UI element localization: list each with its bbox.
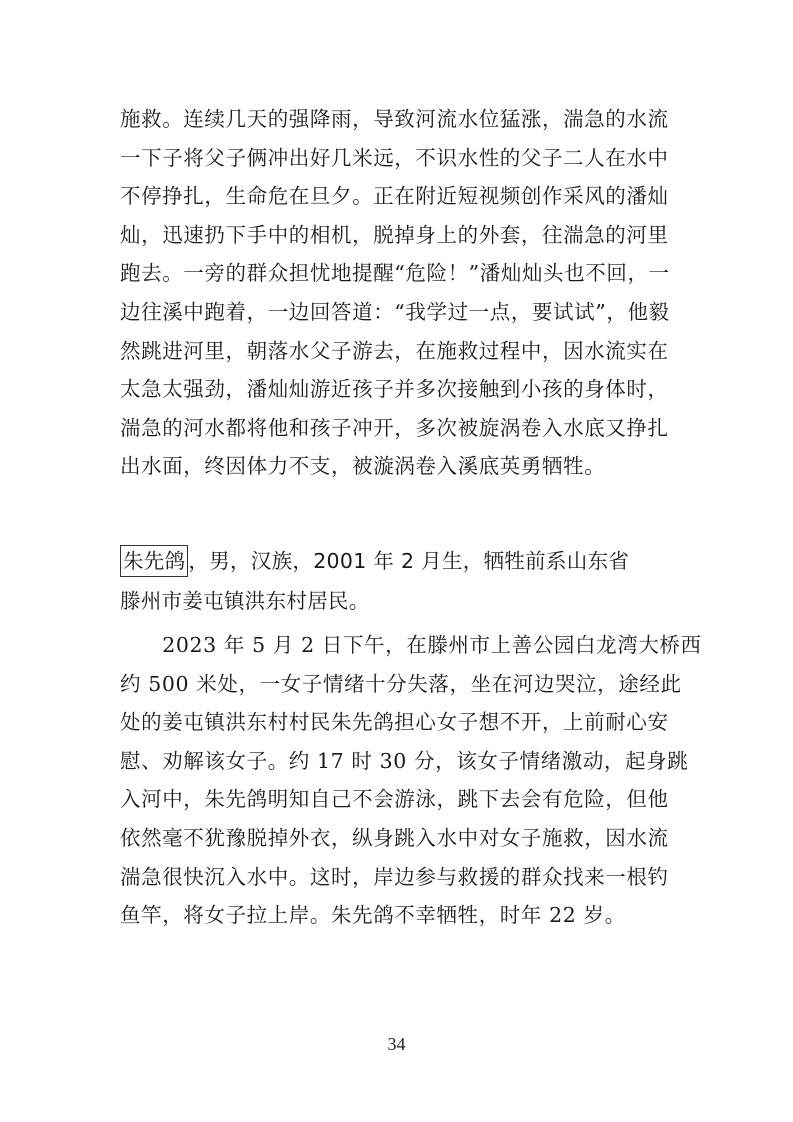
- text-line: 湍急很快沉入水中。这时，岸边参与救援的群众找来一根钓: [120, 864, 669, 889]
- text-line: 施救。连续几天的强降雨，导致河流水位猛涨，湍急的水流: [120, 107, 669, 131]
- person-heading: [120, 541, 690, 621]
- text-line: 太急太强劲，潘灿灿游近孩子并多次接触到小孩的身体时，: [120, 377, 669, 402]
- person-name: 朱先鸽: [120, 545, 188, 577]
- text-line: 依然毫不犹豫脱掉外衣，纵身跳入水中对女子施救，因水流: [120, 825, 669, 850]
- text-line: 出水面，终因体力不支，被漩涡卷入溪底英勇牺牲。: [120, 454, 606, 479]
- text-line: 处的姜屯镇洪东村村民朱先鸽担心女子想不开，上前耐心安: [120, 710, 669, 735]
- text-line: 约 500 米处，一女子情绪十分失落，坐在河边哭泣，途经此: [120, 671, 682, 696]
- heading-details: ，男，汉族，2001 年 2 月生，牺牲前系山东省: [188, 549, 630, 573]
- heading-line: 滕州市姜屯镇洪东村居民。: [120, 589, 370, 613]
- text-line: 湍急的河水都将他和孩子冲开，多次被旋涡卷入水底又挣扎: [120, 415, 669, 440]
- text-line: 一下子将父子俩冲出好几米远，不识水性的父子二人在水中: [120, 145, 669, 170]
- text-line: 边往溪中跑着，一边回答道：“我学过一点，要试试”，他毅: [120, 299, 670, 324]
- text-line: 跑去。一旁的群众担忧地提醒“危险！”潘灿灿头也不回，一: [120, 261, 670, 286]
- text-line: 2023 年 5 月 2 日下午，在滕州市上善公园白龙湾大桥西: [120, 633, 702, 657]
- paragraph-continuation: [120, 100, 680, 486]
- text-line: 然跳进河里，朝落水父子游去，在施救过程中，因水流实在: [120, 338, 669, 363]
- text-line: 鱼竿，将女子拉上岸。朱先鸽不幸牺牲，时年 22 岁。: [120, 903, 626, 928]
- heading-line: [120, 541, 690, 581]
- text-line: 入河中，朱先鸽明知自己不会游泳，跳下去会有危险，但他: [120, 787, 669, 812]
- page-number: 34: [387, 1034, 406, 1054]
- text-line: 慰、劝解该女子。约 17 时 30 分，该女子情绪激动，起身跳: [120, 748, 689, 773]
- paragraph-story: [120, 626, 702, 935]
- text-line: 灿，迅速扔下手中的相机，脱掉身上的外套，往湍急的河里: [120, 222, 669, 247]
- text-line: 不停挣扎，生命危在旦夕。正在附近短视频创作采风的潘灿: [120, 184, 669, 209]
